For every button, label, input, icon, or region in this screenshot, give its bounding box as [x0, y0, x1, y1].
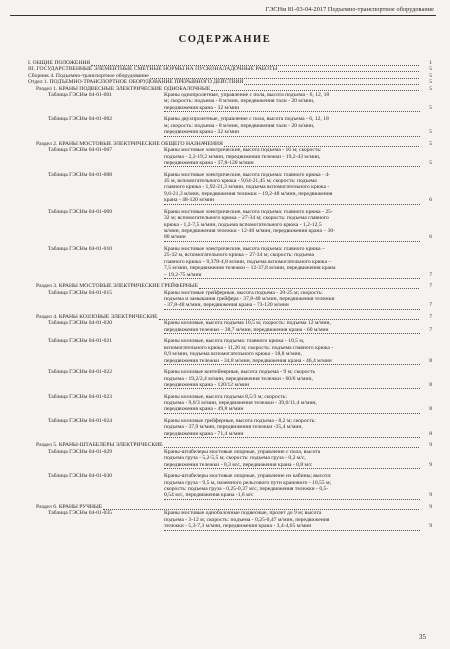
toc-entry-title: Раздел 2. КРАНЫ МОСТОВЫЕ ЭЛЕКТРИЧЕСКИЕ ОБЩЕГО НАЗНАЧЕНИЯ: [36, 140, 223, 147]
toc-page-number: 9: [429, 442, 432, 449]
toc-entry-title: III. ГОСУДАРСТВЕННЫЕ ЭЛЕМЕНТНЫЕ СМЕТНЫЕ НОРМЫ НА ПУСКОНАЛАДОЧНЫЕ РАБОТЫ: [28, 66, 278, 73]
description-line: передвижения крана - 32 м/мин: [164, 129, 420, 136]
table-description: [164, 369, 420, 389]
description-line: Краны мостовые грейферные, высота подъема - 20-25 м; скорость:: [164, 289, 323, 296]
table-code: Таблица ГЭСНм 04-01-021: [48, 338, 113, 345]
toc-page-number: 8: [429, 430, 432, 437]
page-title: СОДЕРЖАНИЕ: [178, 34, 272, 45]
description-line: главного крюка - 1,92-21,3 м/мин, подъема вспомогательного крюка -: [164, 184, 330, 191]
toc-entry-title: Раздел 1. КРАНЫ ПОДВЕСНЫЕ ЭЛЕКТРИЧЕСКИЕ ОДНОБАЛОЧНЫЕ: [36, 85, 211, 92]
description-line: Краны мостовые электрические, высота подъема: главного крюка - 4-: [164, 171, 330, 178]
description-line: Краны-штабелеры мостовые опорные, управление с пола, высота: [164, 448, 321, 455]
table-code: Таблица ГЭСНм 04-01-030: [48, 473, 113, 480]
table-description: [164, 338, 420, 365]
toc-entry-title: Раздел 6. КРАНЫ РУЧНЫЕ: [36, 504, 103, 510]
description-line: передвижения тележки - 0,3 м/с, передвижения крана - 0,8 м/с: [164, 462, 420, 469]
table-code: Таблица ГЭСНм 04-01-008: [48, 171, 113, 178]
description-line: передвижения крана - 71,4 м/мин: [164, 431, 420, 438]
description-line: передвижения крана - 49,8 м/мин: [164, 406, 420, 413]
description-line: тележки - 5,3-7,3 м/мин, передвижения крана - 3,4-4,65 м/мин: [164, 523, 420, 530]
toc-page-number: 5: [429, 66, 432, 73]
toc-entry-title: Отдел 1. ПОДЪЕМНО-ТРАНСПОРТНОЕ ОБОРУДОВАНИЕ ПРЕРЫВНОГО ДЕЙСТВИЯ: [28, 79, 244, 86]
table-code: Таблица ГЭСНм 04-01-015: [48, 289, 113, 296]
toc-page-number: 1: [429, 60, 432, 66]
description-line: м/мин, передвижения тележки - 12-40 м/мин, передвижения крана – 30-: [164, 228, 336, 235]
description-line: главного крюка – 0,378-4,8 м/мин, подъема вспомогательного крюка –: [164, 258, 332, 265]
table-description: [164, 418, 420, 438]
description-line: 0,54 м/с, передвижения крана -1,6 м/с: [164, 492, 420, 499]
description-line: 7,5 м/мин, передвижения тележки – 12-37,8 м/мин, передвижения крана: [164, 265, 336, 272]
table-code: Таблица ГЭСНм 04-01-029: [48, 448, 113, 455]
description-line: подъема - 9,6/3 м/мин, передвижения тележки - 39,6/11,4 м/мин,: [164, 400, 317, 406]
toc-page-number: 5: [429, 72, 432, 79]
table-code: Таблица ГЭСНм 04-01-007: [48, 147, 113, 154]
toc-page-number: 7: [429, 326, 432, 333]
description-line: подъема груза - 9,5 м, наземного рельсового пути кранового - 10,55 м;: [164, 479, 332, 486]
toc-page-number: 8: [429, 382, 432, 388]
dot-leader: [103, 504, 419, 510]
description-line: Краны козловые контейнерные, высота подъема - 9 м; скорость: [164, 369, 316, 376]
table-code: Таблица ГЭСНм 04-01-023: [48, 393, 113, 400]
description-line: передвижения тележки - 34,8 м/мин, передвижения крана - 46,4 м/мин: [164, 358, 420, 365]
table-description: [164, 449, 420, 469]
table-description: [164, 147, 420, 167]
toc-page-number: 7: [429, 283, 432, 290]
running-header: ГЭСНм 81-03-04-2017 Подъемно-транспортное оборудование: [265, 6, 434, 13]
dot-leader: [164, 442, 419, 448]
description-line: Краны козловые, высота подъема: главного крюка - 10,5 м,: [164, 338, 305, 345]
dot-leader: [159, 314, 419, 320]
dot-leader: [224, 141, 419, 147]
toc-page-number: 5: [429, 160, 432, 166]
toc-page-number: 6: [429, 197, 432, 204]
description-line: Краны-штабелеры мостовые опорные, управление из кабины; высота:: [164, 473, 332, 480]
toc-entry-title: I. ОБЩИЕ ПОЛОЖЕНИЯ: [28, 60, 91, 66]
description-line: Краны однопролетные, управление с пола, высота подъема - 6, 12, 18: [164, 92, 330, 98]
table-description: [164, 290, 420, 310]
description-line: подъема - 37,9 м/мин, передвижения тележки -35,4 м/мин,: [164, 424, 303, 431]
table-code: Таблица ГЭСНм 04-01-010: [48, 246, 113, 252]
description-line: м; скорость: подъема - 8 м/мин, передвижения тали - 20 м/мин,: [164, 122, 315, 129]
dot-leader: [278, 66, 419, 72]
description-line: вспомогательного крюка - 11,26 м; скорость: подъема главного крюка -: [164, 344, 334, 351]
toc-page-number: 6: [429, 234, 432, 241]
table-code: Таблица ГЭСНм 04-01-001: [48, 92, 113, 98]
table-code: Таблица ГЭСНм 04-01-020: [48, 320, 113, 327]
description-line: подъема груза - 5,2-5,5 м; скорость: подъема груза - 0,2 м/с,: [164, 455, 306, 462]
table-code: Таблица ГЭСНм 04-01-009: [48, 208, 113, 215]
description-line: передвижения крана - 32 м/мин: [164, 105, 420, 112]
description-line: Краны двухпролетные, управление с пола, высота подъема - 6, 12, 18: [164, 116, 329, 123]
description-line: скорость: подъема груза - 0,25-0,37 м/с, передвижения тележки - 0,5-: [164, 486, 329, 492]
toc-entry-title: Раздел 4. КРАНЫ КОЗЛОВЫЕ ЭЛЕКТРИЧЕСКИЕ: [36, 314, 158, 320]
description-line: Краны козловые, высота подъема 10,5 м; скорость: подъема 12 м/мин,: [164, 320, 331, 327]
description-line: крюка - 1,2-7,5 м/мин, подъема вспомогательного крюка - 1,2-12,5: [164, 221, 322, 228]
description-line: 25-32 м, вспомогательного крюка – 27-34 м; скорость: подъема: [164, 252, 314, 259]
table-code: Таблица ГЭСНм 04-01-024: [48, 418, 113, 424]
table-description: [164, 116, 420, 136]
toc-page-number: 7: [429, 314, 432, 320]
table-description: [164, 172, 420, 205]
table-description: [164, 394, 420, 414]
table-description: [164, 209, 420, 242]
description-line: подъема и замыкания грейфера - 37,8-48 м/мин, передвижения тележки: [164, 296, 335, 302]
description-line: крана - 48-120 м/мин: [164, 197, 420, 204]
toc-entry-title: Сборник 4. Подъемно-транспортное оборудование: [28, 72, 149, 79]
toc-page-number: 9: [429, 492, 432, 499]
table-description: [164, 246, 420, 279]
page-number: 35: [419, 633, 426, 641]
toc-page-number: 9: [429, 504, 432, 510]
description-line: Краны мостовые однобалочные подвесные, пролет до 9 м; высота: [164, 510, 322, 517]
dot-leader: [91, 60, 419, 66]
table-description: [164, 92, 420, 112]
description-line: - 37,8-48 м/мин, передвижения крана - 73-120 м/мин: [164, 302, 420, 309]
table-code: Таблица ГЭСНм 04-01-022: [48, 369, 113, 376]
description-line: передвижения крана - 120/12 м/мин: [164, 382, 420, 389]
description-line: 9,6-21,3 м/мин, передвижения тележки – 19,2-48 м/мин, передвижения: [164, 190, 333, 197]
toc-page-number: 7: [429, 302, 432, 309]
table-description: [164, 473, 420, 500]
description-line: подъема - 2,2-19,2 м/мин, передвижения тележки - 19,2-43 м/мин,: [164, 153, 321, 160]
toc-page-number: 5: [429, 129, 432, 136]
dot-leader: [199, 283, 419, 289]
description-line: 45 м, вспомогательного крюка - 9,64-21,45 м; скорость: подъема: [164, 178, 317, 184]
description-line: Краны козловые, высота подъема 8,5/3 м; скорость:: [164, 393, 287, 400]
table-description: [164, 320, 420, 334]
description-line: Краны козловые грейферные, высота подъема - 8,2 м; скорость:: [164, 418, 316, 424]
description-line: передвижения крана - 37,8-120 м/мин: [164, 160, 420, 167]
dot-leader: [150, 73, 419, 79]
toc-page-number: 8: [429, 357, 432, 364]
table-description: [164, 510, 420, 530]
toc-page-number: 9: [429, 523, 432, 530]
description-line: подъема - 19,2/2,4 м/мин, передвижения тележки - 60/6 м/мин,: [164, 375, 313, 382]
description-line: – 19,2-75 м/мин: [164, 272, 420, 279]
description-line: 8,9 м/мин, подъема вспомогательного крюка - 18,8 м/мин,: [164, 351, 302, 358]
description-line: Краны мостовые электрические, высота подъема: главного крюка - 25-: [164, 208, 333, 215]
table-code: Таблица ГЭСНм 04-01-035: [48, 510, 113, 517]
description-line: м; скорость: подъема - 8 м/мин, передвижения тали - 20 м/мин,: [164, 98, 315, 105]
toc-page-number: 9: [429, 461, 432, 468]
table-code: Таблица ГЭСНм 04-01-002: [48, 116, 113, 123]
description-line: Краны мостовые электрические, высота подъема: главного крюка –: [164, 246, 325, 252]
description-line: подъема - 3-12 м; скорость: подъема - 0,25-0,47 м/мин, передвижения: [164, 516, 330, 523]
toc-page-number: 7: [429, 271, 432, 278]
description-line: передвижения тележки – 38,7 м/мин, передвижения крана - 60 м/мин: [164, 327, 420, 334]
description-line: Краны мостовые электрические, высота подъема - 16 м; скорость:: [164, 147, 322, 154]
toc-page-number: 5: [429, 85, 432, 92]
dot-leader: [211, 86, 419, 92]
description-line: 32 м; вспомогательного крюка – 27-34 м; скорость: подъема главного: [164, 215, 329, 222]
toc-page-number: 5: [429, 79, 432, 86]
toc-entry-title: Раздел 3. КРАНЫ МОСТОВЫЕ ЭЛЕКТРИЧЕСКИЕ ГРЕЙФЕРНЫЕ: [36, 283, 199, 290]
toc-entry-title: Раздел 5. КРАНЫ-ШТАБЕЛЕРЫ ЭЛЕКТРИЧЕСКИЕ: [36, 442, 163, 449]
dot-leader: [244, 79, 419, 85]
toc-page-number: 5: [429, 104, 432, 111]
toc-page-number: 8: [429, 406, 432, 413]
toc-page-number: 5: [429, 140, 432, 147]
description-line: 80 м/мин: [164, 234, 420, 241]
